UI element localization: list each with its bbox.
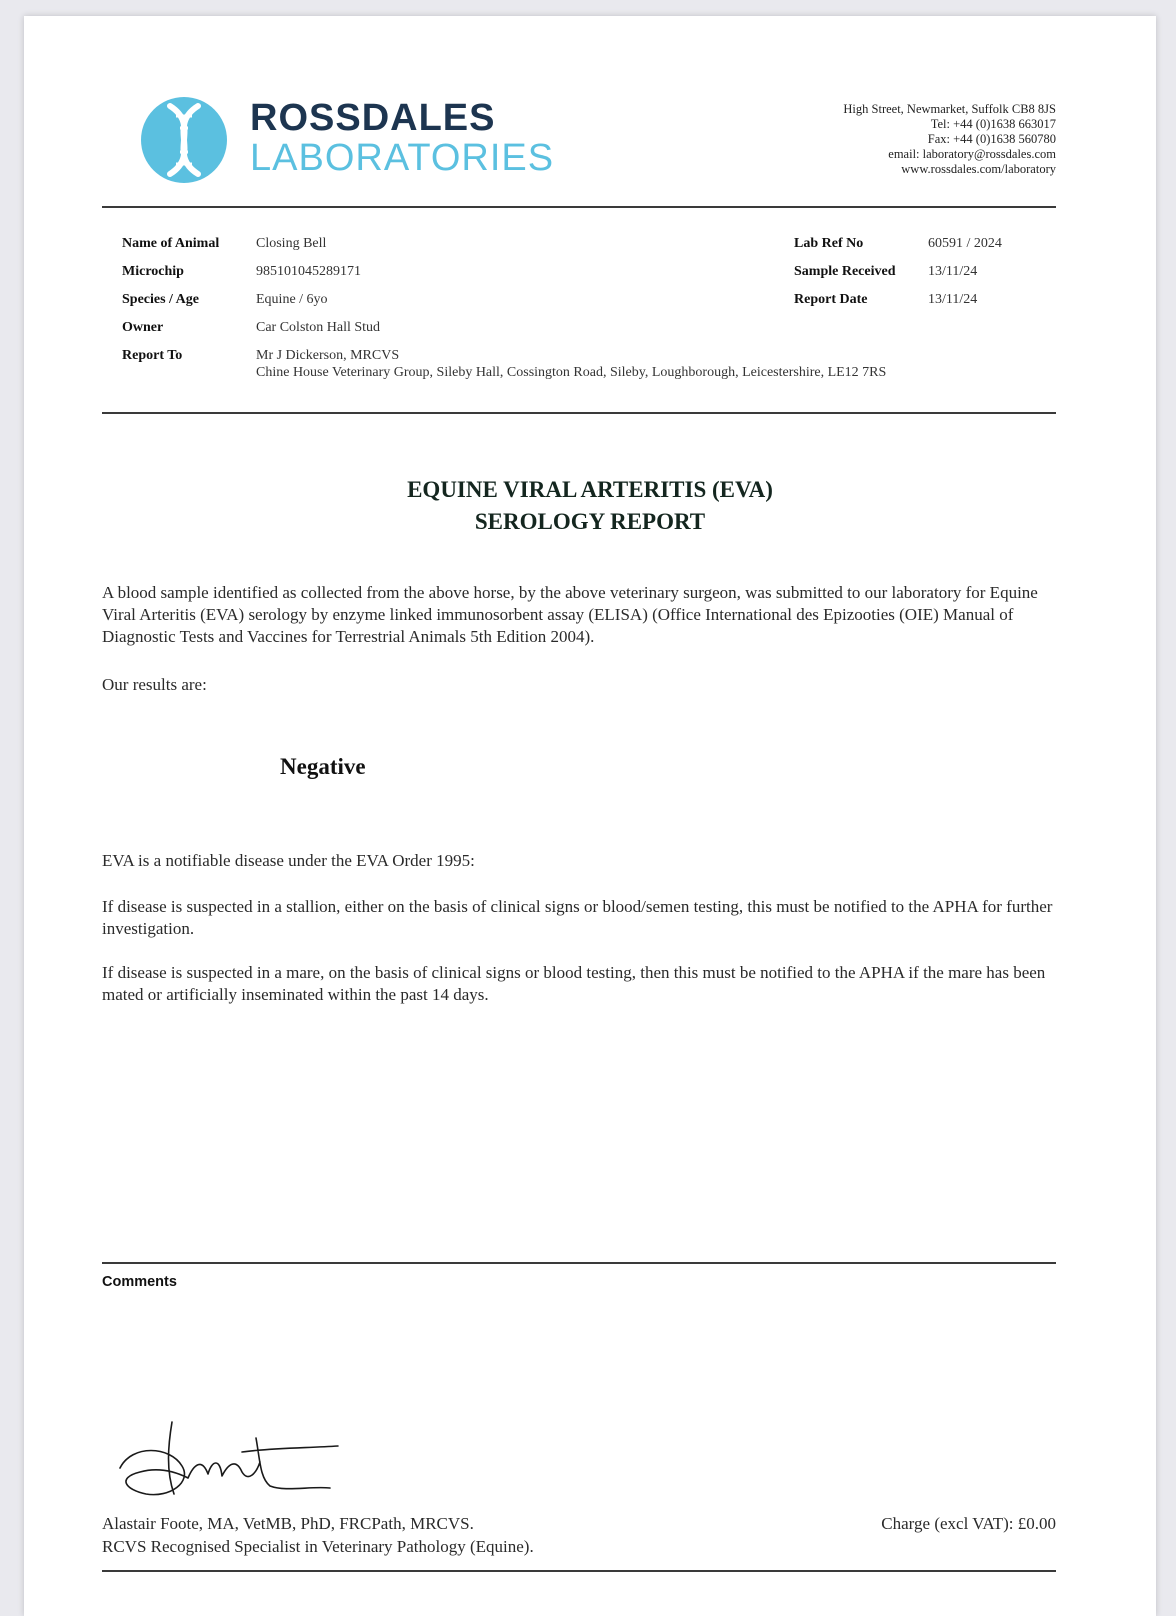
lab-ref-value: 60591 / 2024 — [928, 236, 1002, 251]
report-to-label: Report To — [122, 348, 183, 363]
report-to-address: Chine House Veterinary Group, Sileby Hall, Cossington Road, Sileby, Loughborough, Leicestershire, LE12 7RS — [256, 365, 887, 380]
microchip-value: 985101045289171 — [256, 264, 361, 279]
sample-received-label: Sample Received — [794, 264, 896, 279]
logo-line-laboratories: LABORATORIES — [250, 137, 555, 179]
report-to-name: Mr J Dickerson, MRCVS — [256, 348, 400, 363]
address-tel: Tel: +44 (0)1638 663017 — [930, 117, 1056, 131]
divider — [102, 412, 1056, 414]
logo-line-rossdales: ROSSDALES — [250, 97, 496, 139]
comments-label: Comments — [102, 1274, 177, 1290]
company-address — [843, 102, 1056, 177]
species-age-value: Equine / 6yo — [256, 292, 328, 307]
species-age-label: Species / Age — [122, 292, 199, 307]
name-of-animal-label: Name of Animal — [122, 236, 220, 251]
address-fax: Fax: +44 (0)1638 560780 — [927, 132, 1056, 146]
signer-specialism: RCVS Recognised Specialist in Veterinary Pathology (Equine). — [102, 1537, 534, 1556]
report-title — [24, 474, 1156, 538]
report-page — [24, 16, 1156, 1616]
report-title-line1: EQUINE VIRAL ARTERITIS (EVA) — [407, 477, 773, 502]
sample-received-value: 13/11/24 — [928, 264, 978, 279]
signer-details — [102, 1512, 534, 1558]
microchip-label: Microchip — [122, 264, 184, 279]
mare-note: If disease is suspected in a mare, on the basis of clinical signs or blood testing, then this must be notified to the APHA if the mare has been mated or artificially inseminated within the past 14 days. — [102, 963, 1046, 1004]
report-date-value: 13/11/24 — [928, 292, 978, 307]
intro-paragraph: A blood sample identified as collected from the above horse, by the above veterinary surgeon, was submitted to our laboratory for Equine Viral Arteritis (EVA) serology by enzyme linked immunosorbent assay (ELISA) (Office International des Epizooties (OIE) Manual of Diagnostic Tests and Vaccines for Terrestrial Animals 5th Edition 2004). — [102, 583, 1038, 646]
report-title-line2: SEROLOGY REPORT — [474, 509, 706, 534]
address-street: High Street, Newmarket, Suffolk CB8 8JS — [843, 102, 1056, 116]
signer-name: Alastair Foote, MA, VetMB, PhD, FRCPath, MRCVS. — [102, 1514, 474, 1533]
results-intro: Our results are: — [102, 675, 207, 694]
charge-amount: Charge (excl VAT): £0.00 — [881, 1514, 1056, 1533]
divider — [102, 1570, 1056, 1572]
test-result: Negative — [280, 754, 366, 779]
address-email: email: laboratory@rossdales.com — [888, 147, 1056, 161]
owner-value: Car Colston Hall Stud — [256, 320, 381, 335]
dna-helix-icon — [140, 96, 228, 184]
company-logo-text — [250, 98, 554, 178]
divider — [102, 1262, 1056, 1264]
lab-ref-label: Lab Ref No — [794, 236, 864, 251]
signature-image — [110, 1416, 350, 1506]
report-date-label: Report Date — [794, 292, 868, 307]
name-of-animal-value: Closing Bell — [256, 236, 327, 251]
address-web: www.rossdales.com/laboratory — [901, 162, 1056, 176]
stallion-note: If disease is suspected in a stallion, either on the basis of clinical signs or blood/semen testing, this must be notified to the APHA for further investigation. — [102, 897, 1053, 938]
divider — [102, 206, 1056, 208]
owner-label: Owner — [122, 320, 164, 335]
notifiable-disease-note: EVA is a notifiable disease under the EVA Order 1995: — [102, 851, 475, 870]
